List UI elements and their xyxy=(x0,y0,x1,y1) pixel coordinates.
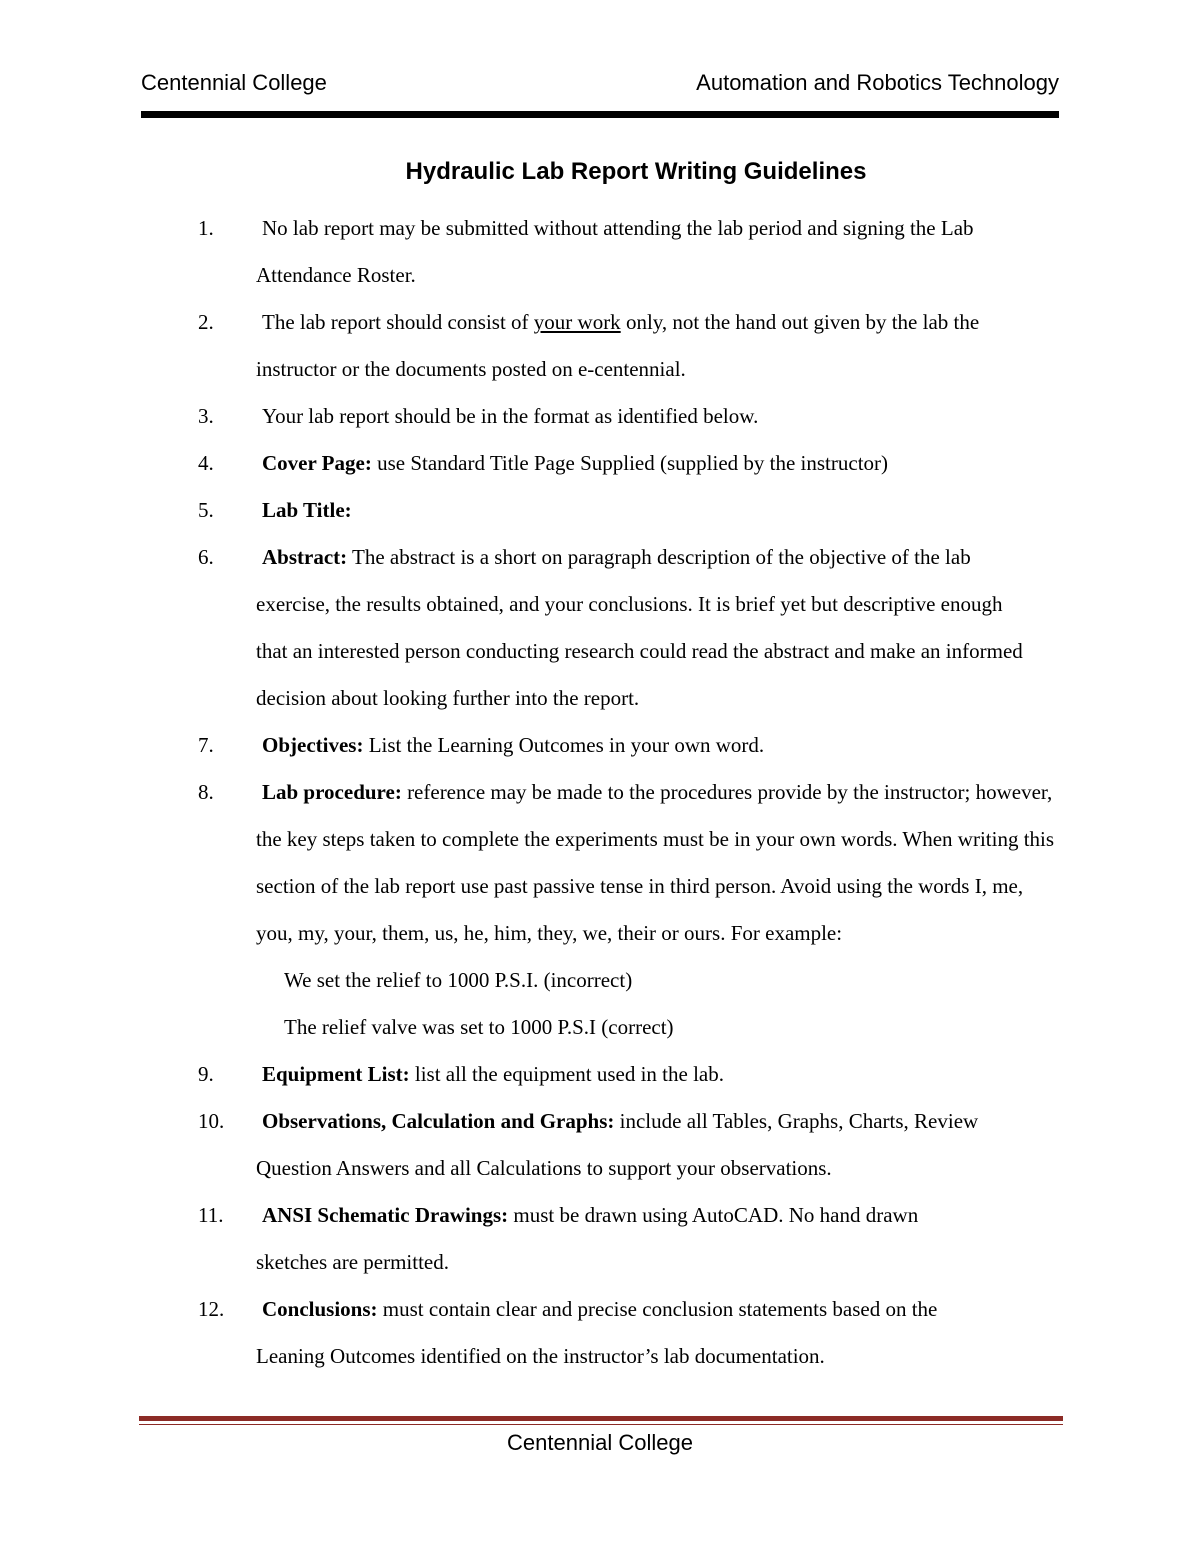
item-text: Attendance Roster. xyxy=(256,263,416,287)
item-text xyxy=(256,299,1101,346)
item-text: sketches are permitted. xyxy=(256,1250,449,1274)
item-text: decision about looking further into the report. xyxy=(256,686,640,710)
item-text xyxy=(256,487,1101,534)
item-text xyxy=(256,534,1101,581)
item-number: 8. xyxy=(198,780,214,804)
item-number: 3. xyxy=(198,404,214,428)
item-text: Question Answers and all Calculations to support your observations. xyxy=(256,1156,832,1180)
item-text-part: The abstract is a short on paragraph description of the objective of the lab xyxy=(347,545,971,569)
list-item xyxy=(141,1098,1101,1192)
item-number: 6. xyxy=(198,545,214,569)
list-item xyxy=(141,205,1101,299)
item-text: Your lab report should be in the format as identified below. xyxy=(262,404,759,428)
header-rule xyxy=(141,111,1059,118)
item-text-part: must be drawn using AutoCAD. No hand drawn xyxy=(508,1203,919,1227)
list-item xyxy=(141,299,1101,393)
item-heading: Observations, Calculation and Graphs: xyxy=(262,1109,615,1133)
item-number: 7. xyxy=(198,733,214,757)
item-text xyxy=(256,1051,1101,1098)
list-item xyxy=(141,769,1101,1051)
header-left: Centennial College xyxy=(141,70,327,95)
footer-rule xyxy=(139,1416,1063,1421)
list-item xyxy=(141,393,1101,440)
item-heading: ANSI Schematic Drawings: xyxy=(262,1203,509,1227)
footer-rule-thin xyxy=(139,1424,1063,1425)
item-text-part: must contain clear and precise conclusion statements based on the xyxy=(377,1297,938,1321)
item-heading: Equipment List: xyxy=(262,1062,410,1086)
item-text-part: only, not the hand out given by the lab the xyxy=(620,310,980,334)
item-text xyxy=(256,1286,1101,1333)
item-text: that an interested person conducting research could read the abstract and make an informed xyxy=(256,639,1023,663)
example-line: The relief valve was set to 1000 P.S.I (correct) xyxy=(284,1015,674,1039)
item-heading: Lab procedure: xyxy=(262,780,402,804)
item-text: you, my, your, them, us, he, him, they, we, their or ours. For example: xyxy=(256,921,843,945)
list-item xyxy=(141,1051,1101,1098)
example-line: We set the relief to 1000 P.S.I. (incorrect) xyxy=(284,968,633,992)
item-text-part: reference may be made to the procedures provide by the instructor; however, xyxy=(401,780,1053,804)
item-text-part: list all the equipment used in the lab. xyxy=(409,1062,724,1086)
item-text-part: List the Learning Outcomes in your own word. xyxy=(363,733,765,757)
item-text xyxy=(256,722,1101,769)
item-heading: Conclusions: xyxy=(262,1297,378,1321)
list-item xyxy=(141,1192,1101,1286)
item-text-part: use Standard Title Page Supplied (supplied by the instructor) xyxy=(371,451,889,475)
item-text xyxy=(256,440,1101,487)
list-item xyxy=(141,487,1101,534)
item-heading: Lab Title: xyxy=(262,498,352,522)
page-title: Hydraulic Lab Report Writing Guidelines xyxy=(405,158,867,185)
list-item xyxy=(141,722,1101,769)
item-number: 11. xyxy=(198,1203,224,1227)
header-right: Automation and Robotics Technology xyxy=(696,70,1059,95)
item-text: Leaning Outcomes identified on the instructor’s lab documentation. xyxy=(256,1344,825,1368)
item-heading: Cover Page: xyxy=(262,451,372,475)
item-text xyxy=(256,1098,1101,1145)
item-number: 12. xyxy=(198,1297,225,1321)
list-item xyxy=(141,440,1101,487)
item-text-part: include all Tables, Graphs, Charts, Review xyxy=(614,1109,979,1133)
item-heading: Objectives: xyxy=(262,733,364,757)
item-text: section of the lab report use past passive tense in third person. Avoid using the words I, me, xyxy=(256,874,1024,898)
item-text-part: The lab report should consist of xyxy=(262,310,534,334)
list-item xyxy=(141,1286,1101,1380)
item-text: the key steps taken to complete the experiments must be in your own words. When writing this xyxy=(256,827,1055,851)
page-header xyxy=(141,70,1059,104)
item-text: exercise, the results obtained, and your conclusions. It is brief yet but descriptive enough xyxy=(256,592,1003,616)
underlined-text: your work xyxy=(533,310,621,334)
item-number: 1. xyxy=(198,216,214,240)
item-text xyxy=(256,769,1101,816)
item-number: 10. xyxy=(198,1109,225,1133)
item-number: 9. xyxy=(198,1062,214,1086)
item-text xyxy=(256,1192,1101,1239)
page-footer: Centennial College xyxy=(507,1430,693,1455)
list-item xyxy=(141,534,1101,722)
item-heading: Abstract: xyxy=(262,545,348,569)
guidelines-list xyxy=(141,205,1101,1380)
item-text: No lab report may be submitted without attending the lab period and signing the Lab xyxy=(262,216,974,240)
item-number: 2. xyxy=(198,310,214,334)
item-text: instructor or the documents posted on e-centennial. xyxy=(256,357,686,381)
item-number: 5. xyxy=(198,498,214,522)
item-number: 4. xyxy=(198,451,214,475)
